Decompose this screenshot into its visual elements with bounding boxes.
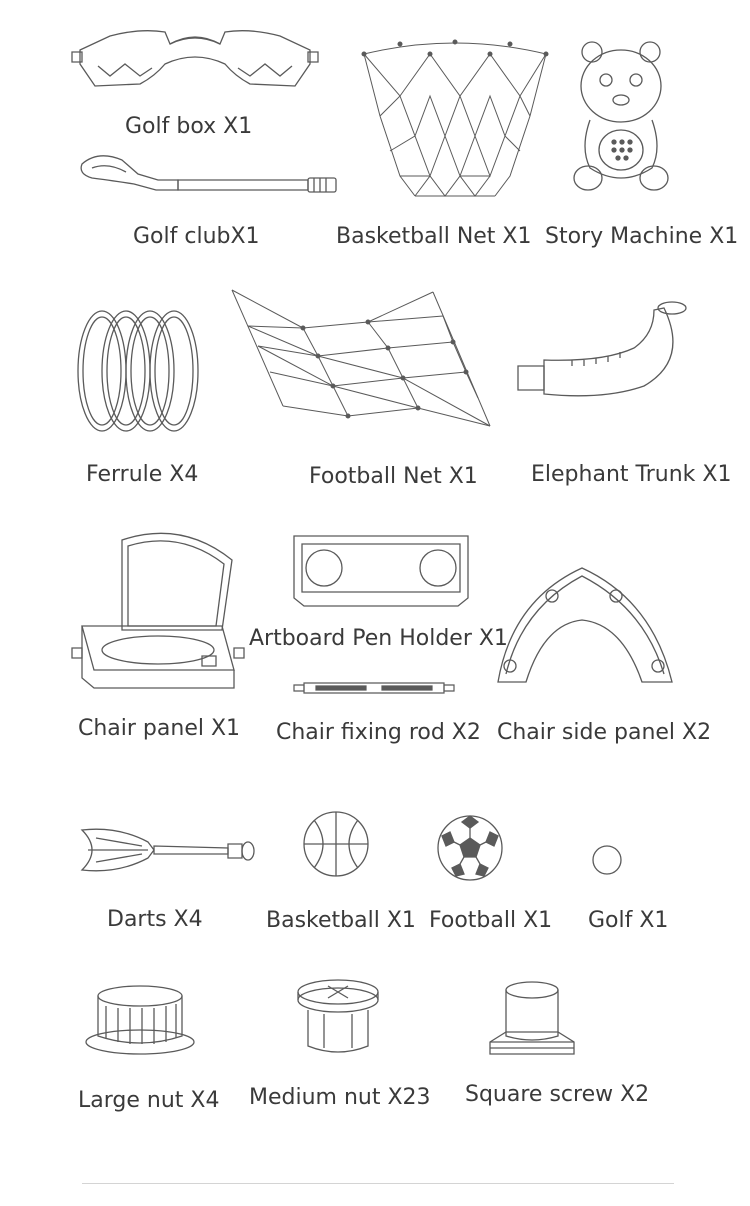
chair-side-panel-illustration bbox=[492, 560, 678, 688]
chair-fixing-rod-label: Chair fixing rod X2 bbox=[276, 720, 481, 745]
basketball-illustration bbox=[302, 810, 370, 878]
golf-club-illustration bbox=[78, 150, 338, 200]
darts-label: Darts X4 bbox=[107, 907, 203, 932]
ferrule-illustration bbox=[74, 306, 204, 436]
football-net-illustration bbox=[228, 286, 493, 436]
golf-label: Golf X1 bbox=[588, 908, 669, 933]
basketball-net-label: Basketball Net X1 bbox=[336, 224, 532, 249]
golf-ball-illustration bbox=[591, 844, 623, 876]
large-nut-label: Large nut X4 bbox=[78, 1088, 220, 1113]
elephant-trunk-illustration bbox=[514, 300, 689, 406]
football-label: Football X1 bbox=[429, 908, 553, 933]
chair-panel-label: Chair panel X1 bbox=[78, 716, 241, 741]
basketball-net-illustration bbox=[360, 36, 550, 201]
basketball-label: Basketball X1 bbox=[266, 908, 416, 933]
square-screw-label: Square screw X2 bbox=[465, 1082, 650, 1107]
golf-club-label: Golf clubX1 bbox=[133, 224, 260, 249]
ferrule-label: Ferrule X4 bbox=[86, 462, 199, 487]
golf-box-illustration bbox=[70, 24, 320, 104]
square-screw-illustration bbox=[486, 980, 578, 1066]
story-machine-illustration bbox=[570, 38, 670, 198]
elephant-trunk-label: Elephant Trunk X1 bbox=[531, 462, 732, 487]
medium-nut-label: Medium nut X23 bbox=[249, 1085, 431, 1110]
football-illustration bbox=[436, 814, 504, 882]
large-nut-illustration bbox=[84, 984, 196, 1056]
football-net-label: Football Net X1 bbox=[309, 464, 478, 489]
medium-nut-illustration bbox=[294, 976, 382, 1058]
bottom-divider bbox=[82, 1183, 674, 1184]
artboard-pen-holder-label: Artboard Pen Holder X1 bbox=[249, 626, 508, 651]
chair-fixing-rod-illustration bbox=[294, 680, 454, 696]
story-machine-label: Story Machine X1 bbox=[545, 224, 739, 249]
darts-illustration bbox=[78, 822, 258, 878]
artboard-pen-holder-illustration bbox=[288, 532, 474, 608]
chair-panel-illustration bbox=[72, 530, 244, 694]
chair-side-panel-label: Chair side panel X2 bbox=[497, 720, 712, 745]
golf-box-label: Golf box X1 bbox=[125, 114, 253, 139]
